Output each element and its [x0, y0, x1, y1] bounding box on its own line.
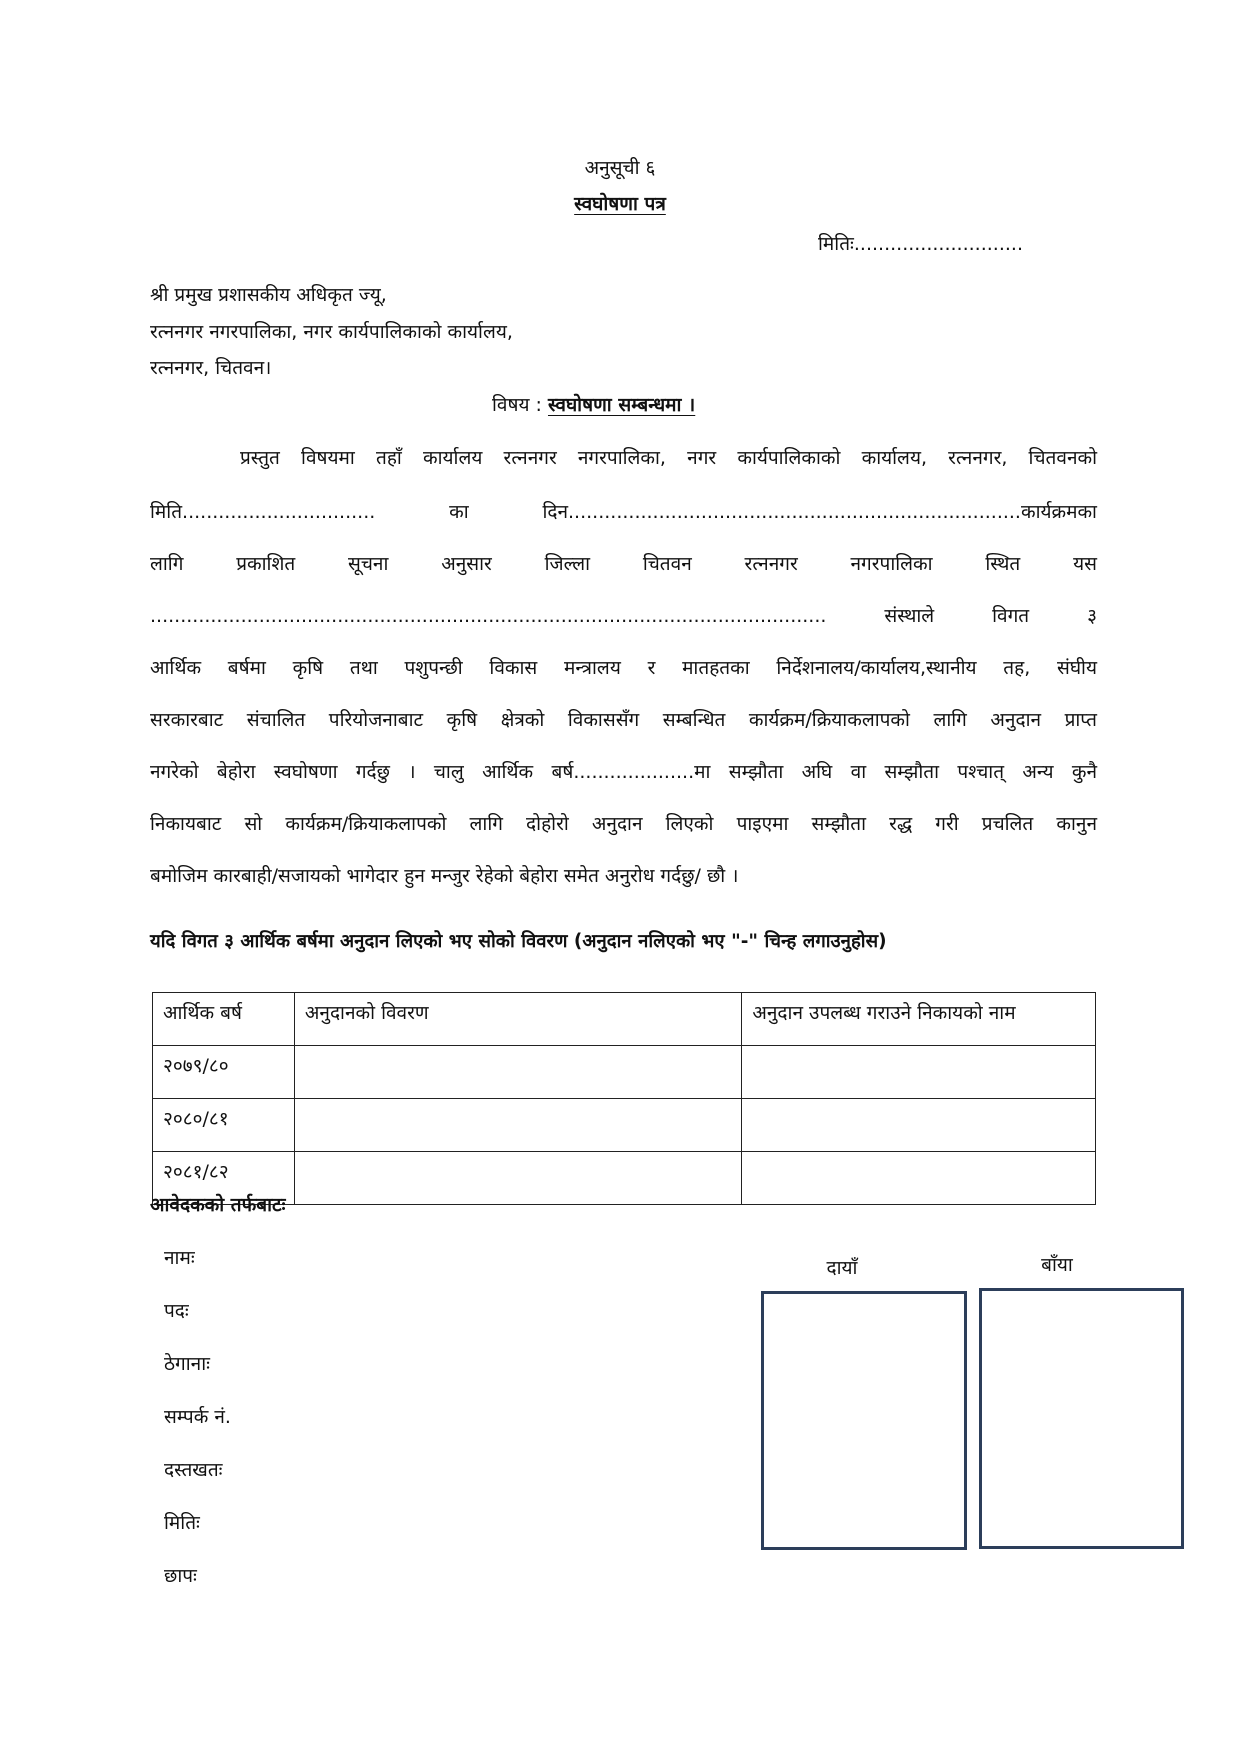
body-line-7: नगरेको बेहोरा स्वघोषणा गर्दछु । चालु आर्थिक बर्ष....................मा सम्झौता अघि वा सम्झौता पश्चात् अन्य कुनै [150, 761, 1097, 783]
addressee-line-3: रत्ननगर, चितवन। [150, 357, 272, 379]
subject-line [492, 393, 695, 417]
fiscal-year-cell: २०८०/८१ [153, 1099, 295, 1152]
fiscal-year-cell: २०७९/८० [153, 1046, 295, 1099]
column-header-grant-details: अनुदानको विवरण [294, 993, 741, 1046]
name-field-label: नामः [164, 1247, 195, 1269]
address-field-label: ठेगानाः [164, 1353, 210, 1375]
body-word: यस [1073, 553, 1097, 575]
left-thumb-label: बाँया [1041, 1254, 1073, 1276]
body-word: जिल्ला [544, 553, 591, 575]
body-word: विगत [992, 605, 1030, 627]
column-header-grant-agency: अनुदान उपलब्ध गराउने निकायको नाम [742, 993, 1096, 1046]
body-line-3 [150, 552, 1097, 576]
body-word: लागि [150, 553, 184, 575]
body-word: संस्थाले [884, 605, 935, 627]
grant-agency-cell[interactable] [742, 1046, 1096, 1099]
table-row [153, 1099, 1096, 1152]
body-word: प्रकाशित [236, 553, 296, 575]
body-word: सूचना [348, 553, 389, 575]
left-thumbprint-box[interactable] [979, 1288, 1184, 1549]
body-line-2 [150, 500, 1097, 524]
right-thumbprint-box[interactable] [761, 1291, 967, 1550]
body-line-6: सरकारबाट संचालित परियोजनाबाट कृषि क्षेत्रको विकाससँग सम्बन्धित कार्यक्रम/क्रियाकलापको लागि अनुदान प्राप्त [150, 709, 1097, 731]
subject-label: विषय : [492, 394, 542, 416]
body-line-9: बमोजिम कारबाही/सजायको भागेदार हुन मन्जुर रेहेको बेहोरा समेत अनुरोध गर्दछु/ छौ । [150, 865, 739, 887]
addressee-line-2: रत्ननगर नगरपालिका, नगर कार्यपालिकाको कार्यालय, [150, 321, 513, 343]
body-line-1: प्रस्तुत विषयमा तहाँ कार्यालय रत्ननगर नगरपालिका, नगर कार्यपालिकाको कार्यालय, रत्ननगर, चितवनको [240, 447, 1097, 469]
body-word: नगरपालिका [850, 553, 933, 575]
table-row [153, 1152, 1096, 1205]
applicant-heading: आवेदकको तर्फबाटः [150, 1194, 286, 1216]
body-line-5: आर्थिक बर्षमा कृषि तथा पशुपन्छी विकास मन्त्रालय र मातहतका निर्देशनालय/कार्यालय,स्थानीय तह, संघीय [150, 657, 1097, 679]
grant-section-heading: यदि विगत ३ आर्थिक बर्षमा अनुदान लिएको भए सोको विवरण (अनुदान नलिएको भए "-" चिन्ह लगाउनुहोस) [150, 931, 887, 952]
organization-name-blank[interactable]: ................................................................................................................ [150, 605, 827, 627]
subject-text: स्वघोषणा सम्बन्धमा । [547, 394, 696, 416]
designation-field-label: पदः [164, 1300, 189, 1322]
table-header-row [153, 993, 1096, 1046]
grant-agency-cell[interactable] [742, 1099, 1096, 1152]
body-line-4 [150, 604, 1097, 628]
grant-details-cell[interactable] [294, 1099, 741, 1152]
body-line-8: निकायबाट सो कार्यक्रम/क्रियाकलापको लागि दोहोरो अनुदान लिएको पाइएमा सम्झौता रद्ध गरी प्रचलित कानुन [150, 813, 1097, 835]
schedule-label: अनुसूची ६ [584, 157, 656, 179]
grant-details-cell[interactable] [294, 1152, 741, 1205]
stamp-field-label: छापः [164, 1565, 197, 1587]
body-word: का [449, 501, 469, 523]
addressee-line-1: श्री प्रमुख प्रशासकीय अधिकृत ज्यू, [150, 284, 387, 306]
body-word: स्थित [985, 553, 1021, 575]
body-word: अनुसार [441, 553, 492, 575]
signature-field-label: दस्तखतः [164, 1459, 223, 1481]
fiscal-year-cell: २०८१/८२ [153, 1152, 295, 1205]
column-header-fiscal-year: आर्थिक बर्ष [153, 993, 295, 1046]
body-word: रत्ननगर [744, 553, 798, 575]
body-word: चितवन [642, 553, 692, 575]
date-field-label: मितिः [164, 1512, 200, 1534]
grant-agency-cell[interactable] [742, 1152, 1096, 1205]
program-day-blank[interactable]: दिन...........................................................................कार्यक्रमका [542, 501, 1097, 523]
body-word: ३ [1087, 605, 1097, 627]
page-title: स्वघोषणा पत्र [574, 193, 666, 215]
grant-table [152, 992, 1096, 1205]
table-row [153, 1046, 1096, 1099]
grant-details-cell[interactable] [294, 1046, 741, 1099]
contact-number-field-label: सम्पर्क नं. [164, 1406, 231, 1428]
meeting-date-blank[interactable]: मिति................................ [150, 501, 376, 523]
right-thumb-label: दायाँ [826, 1257, 858, 1279]
date-field[interactable]: मितिः............................ [818, 233, 1023, 255]
